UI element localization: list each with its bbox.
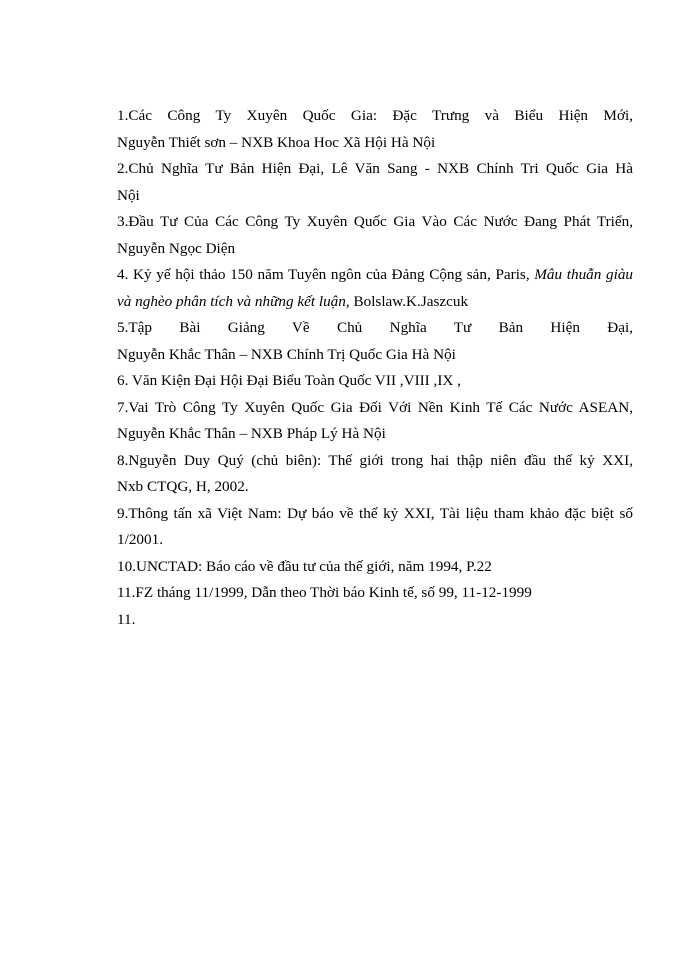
list-item — [117, 580, 633, 607]
reference-2-line-1: 2.Chủ Nghĩa Tư Bản Hiện Đại, Lê Văn Sang - NXB Chính Tri Quốc Gia Hà — [117, 160, 633, 177]
reference-3-line-2: Nguyễn Ngọc Diện — [117, 239, 236, 257]
reference-8-line-1: 8.Nguyễn Duy Quý (chủ biên): Thế giới trong hai thập niên đầu thế kỷ XXI, — [117, 451, 633, 469]
reference-12-line-1: 11. — [117, 610, 136, 628]
list-item — [117, 262, 633, 315]
reference-7-line-1: 7.Vai Trò Công Ty Xuyên Quốc Gia Đối Với Nền Kinh Tế Các Nước ASEAN, — [117, 398, 633, 416]
reference-3-line-1: 3.Đầu Tư Của Các Công Ty Xuyên Quốc Gia Vào Các Nước Đang Phát Triển, — [117, 213, 633, 230]
reference-9-line-2: 1/2001. — [117, 531, 163, 548]
list-item — [117, 554, 633, 581]
reference-7-line-2: Nguyễn Khắc Thân – NXB Pháp Lý Hà Nội — [117, 425, 386, 442]
reference-list — [117, 103, 633, 633]
list-item — [117, 368, 633, 395]
reference-4-prefix: 4. Kỷ yế hội thảo 150 năm Tuyên ngôn của Đảng Cộng sản, Paris, — [117, 266, 535, 283]
reference-8-line-2: Nxb CTQG, H, 2002. — [117, 478, 249, 495]
list-item — [117, 315, 633, 368]
list-item — [117, 607, 633, 634]
list-item — [117, 156, 633, 209]
list-item — [117, 501, 633, 554]
reference-5-line-1: 5.Tập Bài Giảng Về Chủ Nghĩa Tư Bản Hiện Đại, — [117, 319, 633, 336]
list-item — [117, 448, 633, 501]
reference-9-line-1: 9.Thông tấn xã Việt Nam: Dự báo về thế kỷ XXI, Tài liệu tham khảo đặc biệt số — [117, 504, 633, 522]
reference-4-suffix: , Bolslaw.K.Jaszcuk — [345, 292, 469, 310]
reference-5-line-2: Nguyễn Khắc Thân – NXB Chính Trị Quốc Gia Hà Nội — [117, 345, 456, 363]
list-item — [117, 209, 633, 262]
list-item — [117, 103, 633, 156]
list-item — [117, 395, 633, 448]
reference-10-line-1: 10.UNCTAD: Báo cáo về đầu tư của thế giới, năm 1994, P.22 — [117, 557, 492, 575]
reference-2-line-2: Nội — [117, 186, 140, 204]
reference-6-line-1: 6. Văn Kiện Đại Hội Đại Biểu Toàn Quốc VII ,VIII ,IX , — [117, 372, 461, 389]
reference-1-line-1: 1.Các Công Ty Xuyên Quốc Gia: Đặc Trưng và Biểu Hiện Mới, — [117, 107, 633, 124]
reference-1-line-2: Nguyễn Thiết sơn – NXB Khoa Hoc Xã Hội Hà Nội — [117, 133, 436, 151]
reference-11-line-1: 11.FZ tháng 11/1999, Dẫn theo Thời báo Kinh tế, số 99, 11-12-1999 — [117, 584, 532, 601]
reference-4-italic-title: Mâu thuẫn giàu và nghèo phân tích và những kết luận — [117, 266, 634, 310]
